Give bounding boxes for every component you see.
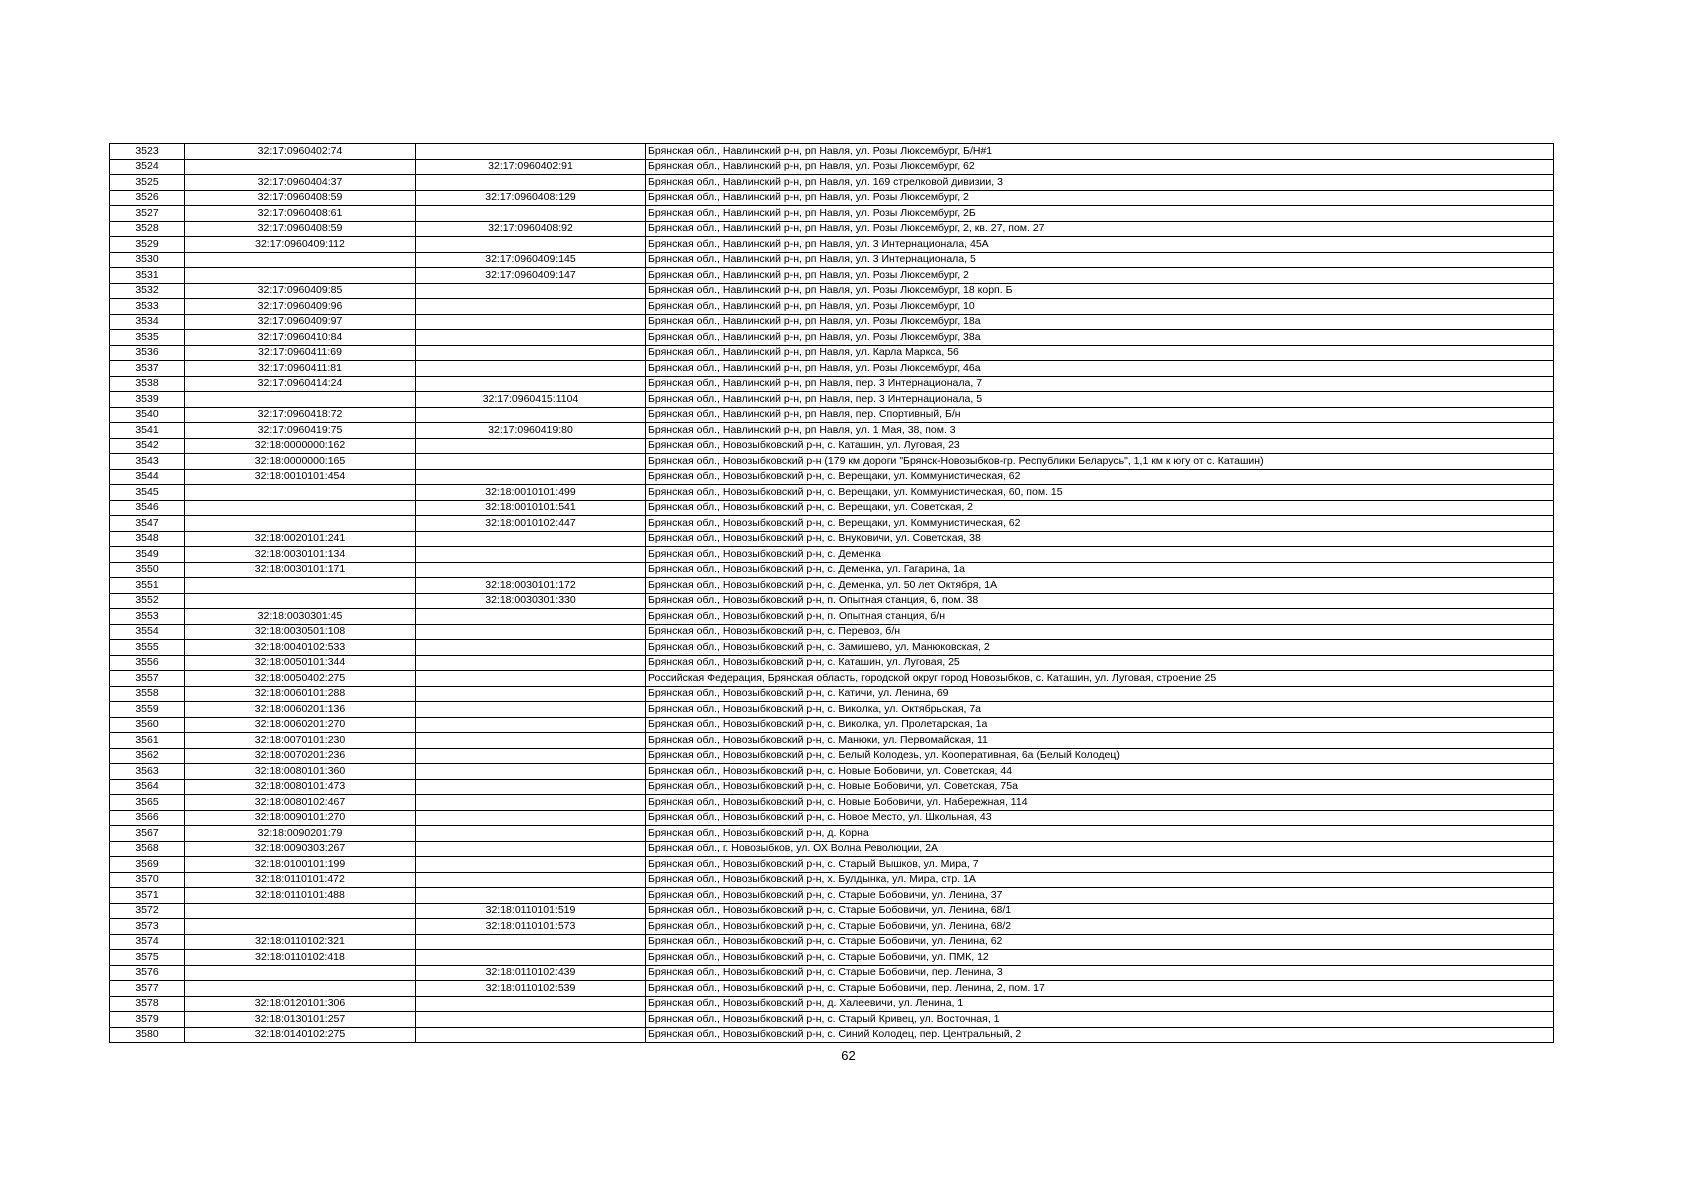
land-cadastral-number-cell: 32:18:0070201:236	[185, 748, 416, 764]
row-number-cell: 3561	[110, 733, 185, 749]
building-cadastral-number-cell	[416, 733, 646, 749]
building-cadastral-number-cell	[416, 206, 646, 222]
building-cadastral-number-cell	[416, 764, 646, 780]
row-number-cell: 3578	[110, 996, 185, 1012]
table-row	[110, 950, 1554, 966]
land-cadastral-number-cell: 32:18:0060201:136	[185, 702, 416, 718]
land-cadastral-number-cell: 32:17:0960411:81	[185, 361, 416, 377]
land-cadastral-number-cell: 32:18:0080102:467	[185, 795, 416, 811]
address-cell: Брянская обл., Новозыбковский р-н, с. Верещаки, ул. Коммунистическая, 60, пом. 15	[646, 485, 1554, 501]
row-number-cell: 3560	[110, 717, 185, 733]
land-cadastral-number-cell: 32:18:0100101:199	[185, 857, 416, 873]
row-number-cell: 3530	[110, 252, 185, 268]
row-number-cell: 3557	[110, 671, 185, 687]
address-cell: Брянская обл., Новозыбковский р-н, х. Булдынка, ул. Мира, стр. 1А	[646, 872, 1554, 888]
building-cadastral-number-cell	[416, 345, 646, 361]
building-cadastral-number-cell: 32:18:0010101:541	[416, 500, 646, 516]
row-number-cell: 3572	[110, 903, 185, 919]
table-row	[110, 748, 1554, 764]
row-number-cell: 3525	[110, 175, 185, 191]
building-cadastral-number-cell	[416, 562, 646, 578]
row-number-cell: 3554	[110, 624, 185, 640]
land-cadastral-number-cell: 32:18:0090101:270	[185, 810, 416, 826]
table-row	[110, 500, 1554, 516]
address-cell: Брянская обл., Новозыбковский р-н, с. Старые Бобовичи, ул. Ленина, 68/1	[646, 903, 1554, 919]
land-cadastral-number-cell: 32:18:0110102:418	[185, 950, 416, 966]
row-number-cell: 3543	[110, 454, 185, 470]
table-row	[110, 624, 1554, 640]
address-cell: Брянская обл., Навлинский р-н, рп Навля, ул. Розы Люксембург, 10	[646, 299, 1554, 315]
table-row	[110, 361, 1554, 377]
address-cell: Брянская обл., Новозыбковский р-н, с. Каташин, ул. Луговая, 25	[646, 655, 1554, 671]
land-cadastral-number-cell	[185, 485, 416, 501]
row-number-cell: 3524	[110, 159, 185, 175]
building-cadastral-number-cell	[416, 1027, 646, 1043]
land-cadastral-number-cell	[185, 578, 416, 594]
table-row	[110, 593, 1554, 609]
address-cell: Брянская обл., Навлинский р-н, рп Навля, ул. 3 Интернационала, 45А	[646, 237, 1554, 253]
row-number-cell: 3558	[110, 686, 185, 702]
building-cadastral-number-cell	[416, 841, 646, 857]
land-cadastral-number-cell: 32:17:0960410:84	[185, 330, 416, 346]
table-row	[110, 330, 1554, 346]
row-number-cell: 3551	[110, 578, 185, 594]
building-cadastral-number-cell: 32:18:0110102:439	[416, 965, 646, 981]
land-cadastral-number-cell	[185, 500, 416, 516]
building-cadastral-number-cell	[416, 702, 646, 718]
land-cadastral-number-cell: 32:18:0000000:162	[185, 438, 416, 454]
row-number-cell: 3565	[110, 795, 185, 811]
address-cell: Брянская обл., Навлинский р-н, рп Навля, ул. Розы Люксембург, Б/Н#1	[646, 144, 1554, 160]
row-number-cell: 3550	[110, 562, 185, 578]
table-row	[110, 810, 1554, 826]
row-number-cell: 3570	[110, 872, 185, 888]
building-cadastral-number-cell	[416, 826, 646, 842]
land-cadastral-number-cell: 32:18:0010101:454	[185, 469, 416, 485]
land-cadastral-number-cell: 32:18:0090303:267	[185, 841, 416, 857]
table-row	[110, 903, 1554, 919]
land-cadastral-number-cell: 32:17:0960414:24	[185, 376, 416, 392]
building-cadastral-number-cell	[416, 748, 646, 764]
row-number-cell: 3559	[110, 702, 185, 718]
address-cell: Брянская обл., Новозыбковский р-н, с. Старые Бобовичи, ул. ПМК, 12	[646, 950, 1554, 966]
address-cell: Брянская обл., Навлинский р-н, рп Навля, ул. Розы Люксембург, 2	[646, 268, 1554, 284]
land-cadastral-number-cell	[185, 919, 416, 935]
building-cadastral-number-cell	[416, 624, 646, 640]
land-cadastral-number-cell	[185, 593, 416, 609]
address-cell: Брянская обл., Навлинский р-н, рп Навля, ул. Карла Маркса, 56	[646, 345, 1554, 361]
building-cadastral-number-cell	[416, 314, 646, 330]
table-row	[110, 547, 1554, 563]
table-row	[110, 283, 1554, 299]
address-cell: Брянская обл., Навлинский р-н, рп Навля, ул. Розы Люксембург, 18а	[646, 314, 1554, 330]
table-row	[110, 965, 1554, 981]
building-cadastral-number-cell	[416, 609, 646, 625]
table-row	[110, 221, 1554, 237]
row-number-cell: 3538	[110, 376, 185, 392]
table-row	[110, 888, 1554, 904]
address-cell: Брянская обл., Новозыбковский р-н, с. Старый Вышков, ул. Мира, 7	[646, 857, 1554, 873]
row-number-cell: 3528	[110, 221, 185, 237]
land-cadastral-number-cell: 32:18:0080101:473	[185, 779, 416, 795]
land-cadastral-number-cell: 32:18:0090201:79	[185, 826, 416, 842]
row-number-cell: 3547	[110, 516, 185, 532]
address-cell: Брянская обл., Новозыбковский р-н, с. Новое Место, ул. Школьная, 43	[646, 810, 1554, 826]
address-cell: Брянская обл., Новозыбковский р-н, с. Деменка, ул. Гагарина, 1а	[646, 562, 1554, 578]
table-row	[110, 1012, 1554, 1028]
table-row	[110, 376, 1554, 392]
address-cell: Брянская обл., Новозыбковский р-н, д. Халеевичи, ул. Ленина, 1	[646, 996, 1554, 1012]
table-row	[110, 872, 1554, 888]
table-row	[110, 578, 1554, 594]
land-cadastral-number-cell: 32:17:0960418:72	[185, 407, 416, 423]
land-cadastral-number-cell: 32:18:0070101:230	[185, 733, 416, 749]
address-cell: Брянская обл., Новозыбковский р-н, с. Старые Бобовичи, ул. Ленина, 37	[646, 888, 1554, 904]
building-cadastral-number-cell: 32:17:0960408:92	[416, 221, 646, 237]
row-number-cell: 3544	[110, 469, 185, 485]
address-cell: Брянская обл., г. Новозыбков, ул. ОХ Волна Революции, 2А	[646, 841, 1554, 857]
building-cadastral-number-cell	[416, 175, 646, 191]
table-row	[110, 934, 1554, 950]
address-cell: Брянская обл., Новозыбковский р-н, с. Старые Бобовичи, пер. Ленина, 3	[646, 965, 1554, 981]
row-number-cell: 3529	[110, 237, 185, 253]
table-row	[110, 702, 1554, 718]
address-cell: Брянская обл., Навлинский р-н, рп Навля, пер. Спортивный, Б/н	[646, 407, 1554, 423]
land-cadastral-number-cell: 32:17:0960419:75	[185, 423, 416, 439]
land-cadastral-number-cell: 32:18:0050101:344	[185, 655, 416, 671]
table-row	[110, 268, 1554, 284]
row-number-cell: 3574	[110, 934, 185, 950]
table-row	[110, 469, 1554, 485]
address-cell: Брянская обл., Навлинский р-н, рп Навля, ул. Розы Люксембург, 62	[646, 159, 1554, 175]
address-cell: Брянская обл., Навлинский р-н, рп Навля, ул. Розы Люксембург, 18 корп. Б	[646, 283, 1554, 299]
land-cadastral-number-cell: 32:17:0960408:59	[185, 190, 416, 206]
row-number-cell: 3562	[110, 748, 185, 764]
row-number-cell: 3563	[110, 764, 185, 780]
building-cadastral-number-cell: 32:18:0010101:499	[416, 485, 646, 501]
building-cadastral-number-cell	[416, 376, 646, 392]
address-cell: Брянская обл., Новозыбковский р-н, с. Каташин, ул. Луговая, 23	[646, 438, 1554, 454]
land-cadastral-number-cell: 32:18:0060201:270	[185, 717, 416, 733]
building-cadastral-number-cell: 32:18:0030301:330	[416, 593, 646, 609]
address-cell: Брянская обл., Новозыбковский р-н, с. Виколка, ул. Пролетарская, 1а	[646, 717, 1554, 733]
table-row	[110, 795, 1554, 811]
land-cadastral-number-cell: 32:18:0030501:108	[185, 624, 416, 640]
table-row	[110, 826, 1554, 842]
address-cell: Брянская обл., Новозыбковский р-н, д. Корна	[646, 826, 1554, 842]
table-row	[110, 640, 1554, 656]
address-cell: Брянская обл., Новозыбковский р-н, с. Верещаки, ул. Советская, 2	[646, 500, 1554, 516]
row-number-cell: 3576	[110, 965, 185, 981]
row-number-cell: 3535	[110, 330, 185, 346]
address-cell: Брянская обл., Новозыбковский р-н (179 км дороги "Брянск-Новозыбков-гр. Республики Беларусь", 1,1 км к югу от с. Каташин)	[646, 454, 1554, 470]
address-cell: Брянская обл., Новозыбковский р-н, с. Деменка	[646, 547, 1554, 563]
address-cell: Брянская обл., Навлинский р-н, рп Навля, ул. Розы Люксембург, 2	[646, 190, 1554, 206]
row-number-cell: 3537	[110, 361, 185, 377]
building-cadastral-number-cell	[416, 547, 646, 563]
building-cadastral-number-cell	[416, 361, 646, 377]
row-number-cell: 3523	[110, 144, 185, 160]
building-cadastral-number-cell	[416, 810, 646, 826]
building-cadastral-number-cell: 32:18:0030101:172	[416, 578, 646, 594]
land-cadastral-number-cell: 32:18:0110101:472	[185, 872, 416, 888]
land-cadastral-number-cell: 32:17:0960402:74	[185, 144, 416, 160]
row-number-cell: 3532	[110, 283, 185, 299]
table-row	[110, 237, 1554, 253]
building-cadastral-number-cell	[416, 469, 646, 485]
address-cell: Брянская обл., Новозыбковский р-н, с. Старые Бобовичи, пер. Ленина, 2, пом. 17	[646, 981, 1554, 997]
table-row	[110, 206, 1554, 222]
address-cell: Брянская обл., Навлинский р-н, рп Навля, ул. 3 Интернационала, 5	[646, 252, 1554, 268]
table-row	[110, 671, 1554, 687]
row-number-cell: 3542	[110, 438, 185, 454]
building-cadastral-number-cell	[416, 454, 646, 470]
building-cadastral-number-cell	[416, 407, 646, 423]
building-cadastral-number-cell	[416, 1012, 646, 1028]
land-cadastral-number-cell: 32:18:0020101:241	[185, 531, 416, 547]
table-row	[110, 562, 1554, 578]
table-row	[110, 392, 1554, 408]
building-cadastral-number-cell: 32:17:0960419:80	[416, 423, 646, 439]
building-cadastral-number-cell	[416, 872, 646, 888]
row-number-cell: 3539	[110, 392, 185, 408]
address-cell: Брянская обл., Новозыбковский р-н, п. Опытная станция, 6, пом. 38	[646, 593, 1554, 609]
row-number-cell: 3571	[110, 888, 185, 904]
building-cadastral-number-cell: 32:18:0110102:539	[416, 981, 646, 997]
land-cadastral-number-cell	[185, 392, 416, 408]
table-row	[110, 841, 1554, 857]
address-cell: Брянская обл., Новозыбковский р-н, с. Старый Кривец, ул. Восточная, 1	[646, 1012, 1554, 1028]
address-cell: Брянская обл., Новозыбковский р-н, с. Деменка, ул. 50 лет Октября, 1А	[646, 578, 1554, 594]
building-cadastral-number-cell: 32:18:0110101:519	[416, 903, 646, 919]
building-cadastral-number-cell	[416, 717, 646, 733]
land-cadastral-number-cell: 32:18:0110102:321	[185, 934, 416, 950]
building-cadastral-number-cell	[416, 330, 646, 346]
property-register-table	[109, 143, 1554, 1043]
building-cadastral-number-cell	[416, 996, 646, 1012]
row-number-cell: 3540	[110, 407, 185, 423]
row-number-cell: 3566	[110, 810, 185, 826]
row-number-cell: 3555	[110, 640, 185, 656]
land-cadastral-number-cell: 32:17:0960408:59	[185, 221, 416, 237]
table-row	[110, 345, 1554, 361]
address-cell: Брянская обл., Навлинский р-н, рп Навля, пер. 3 Интернационала, 7	[646, 376, 1554, 392]
address-cell: Брянская обл., Новозыбковский р-н, с. Старые Бобовичи, ул. Ленина, 68/2	[646, 919, 1554, 935]
building-cadastral-number-cell: 32:17:0960409:147	[416, 268, 646, 284]
table-row	[110, 423, 1554, 439]
land-cadastral-number-cell: 32:18:0140102:275	[185, 1027, 416, 1043]
address-cell: Брянская обл., Новозыбковский р-н, с. Перевоз, б/н	[646, 624, 1554, 640]
table-row	[110, 764, 1554, 780]
row-number-cell: 3568	[110, 841, 185, 857]
address-cell: Брянская обл., Новозыбковский р-н, с. Катичи, ул. Ленина, 69	[646, 686, 1554, 702]
address-cell: Брянская обл., Новозыбковский р-н, с. Новые Бобовичи, ул. Советская, 75а	[646, 779, 1554, 795]
table-row	[110, 252, 1554, 268]
land-cadastral-number-cell: 32:17:0960409:85	[185, 283, 416, 299]
address-cell: Брянская обл., Новозыбковский р-н, с. Замишево, ул. Манюковская, 2	[646, 640, 1554, 656]
table-row	[110, 717, 1554, 733]
land-cadastral-number-cell: 32:18:0030101:134	[185, 547, 416, 563]
row-number-cell: 3546	[110, 500, 185, 516]
land-cadastral-number-cell: 32:18:0120101:306	[185, 996, 416, 1012]
table-row	[110, 144, 1554, 160]
building-cadastral-number-cell: 32:17:0960402:91	[416, 159, 646, 175]
land-cadastral-number-cell: 32:18:0040102:533	[185, 640, 416, 656]
table-row	[110, 1027, 1554, 1043]
land-cadastral-number-cell: 32:18:0080101:360	[185, 764, 416, 780]
building-cadastral-number-cell	[416, 144, 646, 160]
land-cadastral-number-cell	[185, 965, 416, 981]
land-cadastral-number-cell: 32:17:0960409:96	[185, 299, 416, 315]
table-row	[110, 299, 1554, 315]
building-cadastral-number-cell: 32:17:0960409:145	[416, 252, 646, 268]
row-number-cell: 3564	[110, 779, 185, 795]
land-cadastral-number-cell: 32:17:0960409:97	[185, 314, 416, 330]
address-cell: Брянская обл., Навлинский р-н, рп Навля, ул. Розы Люксембург, 46а	[646, 361, 1554, 377]
address-cell: Брянская обл., Навлинский р-н, рп Навля, ул. Розы Люксембург, 38а	[646, 330, 1554, 346]
table-row	[110, 438, 1554, 454]
row-number-cell: 3567	[110, 826, 185, 842]
land-cadastral-number-cell: 32:18:0130101:257	[185, 1012, 416, 1028]
land-cadastral-number-cell: 32:18:0110101:488	[185, 888, 416, 904]
building-cadastral-number-cell	[416, 299, 646, 315]
building-cadastral-number-cell	[416, 438, 646, 454]
building-cadastral-number-cell	[416, 779, 646, 795]
row-number-cell: 3553	[110, 609, 185, 625]
land-cadastral-number-cell	[185, 159, 416, 175]
building-cadastral-number-cell: 32:18:0110101:573	[416, 919, 646, 935]
building-cadastral-number-cell	[416, 671, 646, 687]
row-number-cell: 3549	[110, 547, 185, 563]
row-number-cell: 3531	[110, 268, 185, 284]
table-row	[110, 407, 1554, 423]
address-cell: Брянская обл., Новозыбковский р-н, с. Синий Колодец, пер. Центральный, 2	[646, 1027, 1554, 1043]
address-cell: Брянская обл., Новозыбковский р-н, с. Виколка, ул. Октябрьская, 7а	[646, 702, 1554, 718]
building-cadastral-number-cell	[416, 686, 646, 702]
land-cadastral-number-cell	[185, 903, 416, 919]
address-cell: Брянская обл., Новозыбковский р-н, с. Старые Бобовичи, ул. Ленина, 62	[646, 934, 1554, 950]
table-row	[110, 531, 1554, 547]
row-number-cell: 3533	[110, 299, 185, 315]
row-number-cell: 3577	[110, 981, 185, 997]
building-cadastral-number-cell	[416, 640, 646, 656]
address-cell: Брянская обл., Новозыбковский р-н, с. Внуковичи, ул. Советская, 38	[646, 531, 1554, 547]
address-cell: Брянская обл., Новозыбковский р-н, с. Новые Бобовичи, ул. Набережная, 114	[646, 795, 1554, 811]
address-cell: Брянская обл., Навлинский р-н, рп Навля, ул. Розы Люксембург, 2Б	[646, 206, 1554, 222]
table-row	[110, 655, 1554, 671]
land-cadastral-number-cell: 32:17:0960404:37	[185, 175, 416, 191]
table-row	[110, 919, 1554, 935]
row-number-cell: 3526	[110, 190, 185, 206]
row-number-cell: 3552	[110, 593, 185, 609]
table-row	[110, 454, 1554, 470]
land-cadastral-number-cell: 32:18:0030101:171	[185, 562, 416, 578]
land-cadastral-number-cell	[185, 981, 416, 997]
building-cadastral-number-cell	[416, 531, 646, 547]
row-number-cell: 3545	[110, 485, 185, 501]
row-number-cell: 3573	[110, 919, 185, 935]
table-row	[110, 779, 1554, 795]
building-cadastral-number-cell: 32:17:0960415:1104	[416, 392, 646, 408]
building-cadastral-number-cell: 32:18:0010102:447	[416, 516, 646, 532]
building-cadastral-number-cell	[416, 888, 646, 904]
row-number-cell: 3548	[110, 531, 185, 547]
row-number-cell: 3575	[110, 950, 185, 966]
building-cadastral-number-cell	[416, 655, 646, 671]
building-cadastral-number-cell	[416, 857, 646, 873]
land-cadastral-number-cell	[185, 516, 416, 532]
address-cell: Брянская обл., Новозыбковский р-н, с. Верещаки, ул. Коммунистическая, 62	[646, 469, 1554, 485]
address-cell: Российская Федерация, Брянская область, городской округ город Новозыбков, с. Каташин, ул. Луговая, строение 25	[646, 671, 1554, 687]
land-cadastral-number-cell: 32:18:0000000:165	[185, 454, 416, 470]
table-row	[110, 159, 1554, 175]
table-row	[110, 314, 1554, 330]
address-cell: Брянская обл., Навлинский р-н, рп Навля, пер. 3 Интернационала, 5	[646, 392, 1554, 408]
address-cell: Брянская обл., Навлинский р-н, рп Навля, ул. 169 стрелковой дивизии, 3	[646, 175, 1554, 191]
land-cadastral-number-cell: 32:18:0060101:288	[185, 686, 416, 702]
building-cadastral-number-cell	[416, 237, 646, 253]
table-row	[110, 733, 1554, 749]
building-cadastral-number-cell: 32:17:0960408:129	[416, 190, 646, 206]
table-row	[110, 686, 1554, 702]
row-number-cell: 3580	[110, 1027, 185, 1043]
table-row	[110, 175, 1554, 191]
address-cell: Брянская обл., Новозыбковский р-н, п. Опытная станция, б/н	[646, 609, 1554, 625]
row-number-cell: 3527	[110, 206, 185, 222]
table-row	[110, 981, 1554, 997]
address-cell: Брянская обл., Новозыбковский р-н, с. Манюки, ул. Первомайская, 11	[646, 733, 1554, 749]
table-row	[110, 485, 1554, 501]
building-cadastral-number-cell	[416, 795, 646, 811]
row-number-cell: 3579	[110, 1012, 185, 1028]
page-number: 62	[841, 1048, 856, 1063]
building-cadastral-number-cell	[416, 934, 646, 950]
land-cadastral-number-cell	[185, 268, 416, 284]
land-cadastral-number-cell	[185, 252, 416, 268]
address-cell: Брянская обл., Навлинский р-н, рп Навля, ул. Розы Люксембург, 2, кв. 27, пом. 27	[646, 221, 1554, 237]
table-row	[110, 609, 1554, 625]
address-cell: Брянская обл., Новозыбковский р-н, с. Белый Колодезь, ул. Кооперативная, 6а (Белый Колодец)	[646, 748, 1554, 764]
building-cadastral-number-cell	[416, 283, 646, 299]
table-row	[110, 857, 1554, 873]
row-number-cell: 3569	[110, 857, 185, 873]
row-number-cell: 3556	[110, 655, 185, 671]
table-body	[110, 144, 1554, 1043]
land-cadastral-number-cell: 32:17:0960408:61	[185, 206, 416, 222]
land-cadastral-number-cell: 32:17:0960409:112	[185, 237, 416, 253]
row-number-cell: 3534	[110, 314, 185, 330]
row-number-cell: 3541	[110, 423, 185, 439]
table-row	[110, 516, 1554, 532]
land-cadastral-number-cell: 32:17:0960411:69	[185, 345, 416, 361]
address-cell: Брянская обл., Новозыбковский р-н, с. Верещаки, ул. Коммунистическая, 62	[646, 516, 1554, 532]
building-cadastral-number-cell	[416, 950, 646, 966]
table-row	[110, 190, 1554, 206]
row-number-cell: 3536	[110, 345, 185, 361]
table-row	[110, 996, 1554, 1012]
address-cell: Брянская обл., Новозыбковский р-н, с. Новые Бобовичи, ул. Советская, 44	[646, 764, 1554, 780]
address-cell: Брянская обл., Навлинский р-н, рп Навля, ул. 1 Мая, 38, пом. 3	[646, 423, 1554, 439]
land-cadastral-number-cell: 32:18:0030301:45	[185, 609, 416, 625]
land-cadastral-number-cell: 32:18:0050402:275	[185, 671, 416, 687]
